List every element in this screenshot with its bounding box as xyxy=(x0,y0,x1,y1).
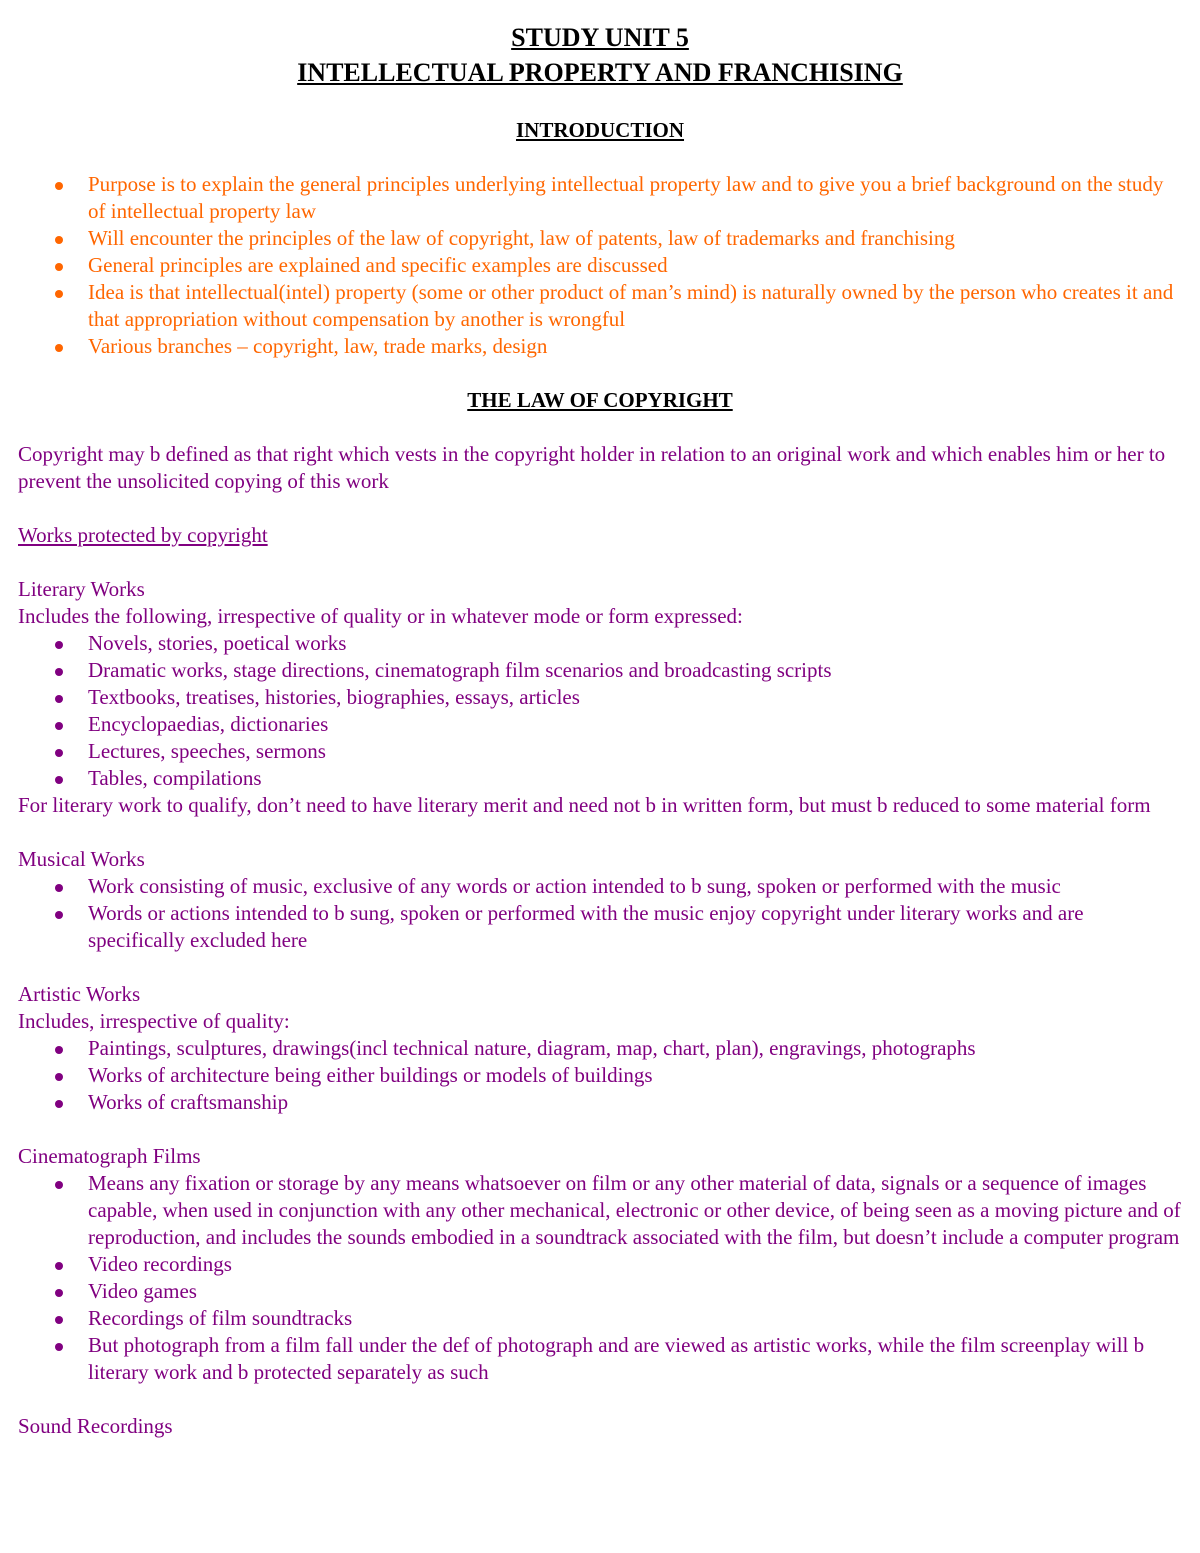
list-item xyxy=(18,900,1182,954)
list-item xyxy=(18,765,1182,792)
sound-recordings-heading: Sound Recordings xyxy=(18,1414,173,1438)
bullet-icon xyxy=(55,290,63,298)
list-item-text: Video recordings xyxy=(88,1252,232,1276)
list-item xyxy=(18,1170,1182,1251)
list-item-text: Works of architecture being either buildings or models of buildings xyxy=(88,1063,653,1087)
list-item xyxy=(18,711,1182,738)
copyright-definition: Copyright may b defined as that right which vests in the copyright holder in relation to an original work and which enables him or her to prevent the unsolicited copying of this work xyxy=(18,442,1166,493)
bullet-icon xyxy=(55,1100,63,1108)
list-item xyxy=(18,1278,1182,1305)
introduction-heading: INTRODUCTION xyxy=(515,118,685,142)
bullet-icon xyxy=(55,182,63,190)
musical-works-list xyxy=(18,873,1182,954)
bullet-icon xyxy=(55,1046,63,1054)
bullet-icon xyxy=(55,1289,63,1297)
list-item-text: Paintings, sculptures, drawings(incl technical nature, diagram, map, chart, plan), engravings, photographs xyxy=(88,1036,976,1060)
literary-works-intro: Includes the following, irrespective of quality or in whatever mode or form expressed: xyxy=(18,604,743,628)
document-title-line2: INTELLECTUAL PROPERTY AND FRANCHISING xyxy=(297,58,903,87)
bullet-icon xyxy=(55,344,63,352)
document-page xyxy=(18,20,1182,1440)
list-item-text: Video games xyxy=(88,1279,197,1303)
bullet-icon xyxy=(55,1181,63,1189)
list-item xyxy=(18,1089,1182,1116)
bullet-icon xyxy=(55,236,63,244)
cinematograph-films-heading: Cinematograph Films xyxy=(18,1144,201,1168)
literary-works-list xyxy=(18,630,1182,792)
list-item-text: General principles are explained and specific examples are discussed xyxy=(88,253,668,277)
list-item xyxy=(18,738,1182,765)
bullet-icon xyxy=(55,668,63,676)
list-item-text: But photograph from a film fall under the def of photograph and are viewed as artistic works, while the film screenplay will b literary work and b protected separately as such xyxy=(88,1333,1145,1384)
bullet-icon xyxy=(55,1073,63,1081)
list-item xyxy=(18,333,1182,360)
list-item xyxy=(18,657,1182,684)
list-item-text: Novels, stories, poetical works xyxy=(88,631,347,655)
list-item-text: Means any fixation or storage by any means whatsoever on film or any other material of data, signals or a sequence of images capable, when used in conjunction with any other mechanical, electronic or other device, of being seen as a moving picture and of reproduction, and includes the sounds embodied in a soundtrack associated with the film, but doesn’t include a computer program xyxy=(88,1171,1181,1249)
bullet-icon xyxy=(55,749,63,757)
list-item-text: Recordings of film soundtracks xyxy=(88,1306,353,1330)
artistic-works-list xyxy=(18,1035,1182,1116)
bullet-icon xyxy=(55,722,63,730)
list-item xyxy=(18,1251,1182,1278)
list-item-text: Lectures, speeches, sermons xyxy=(88,739,326,763)
bullet-icon xyxy=(55,641,63,649)
introduction-list xyxy=(18,171,1182,360)
list-item-text: Works of craftsmanship xyxy=(88,1090,289,1114)
document-title-line1: STUDY UNIT 5 xyxy=(511,23,689,52)
list-item xyxy=(18,252,1182,279)
literary-works-note: For literary work to qualify, don’t need to have literary merit and need not b in written form, but must b reduced to some material form xyxy=(18,793,1151,817)
bullet-icon xyxy=(55,776,63,784)
bullet-icon xyxy=(55,1343,63,1351)
works-protected-heading: Works protected by copyright xyxy=(18,523,268,547)
list-item-text: Various branches – copyright, law, trade marks, design xyxy=(88,334,548,358)
copyright-heading: THE LAW OF COPYRIGHT xyxy=(467,388,733,412)
list-item-text: Idea is that intellectual(intel) property (some or other product of man’s mind) is naturally owned by the person who creates it and that appropriation without compensation by another is wrongful xyxy=(88,280,1174,331)
list-item xyxy=(18,171,1182,225)
list-item xyxy=(18,225,1182,252)
list-item xyxy=(18,279,1182,333)
artistic-works-intro: Includes, irrespective of quality: xyxy=(18,1009,290,1033)
artistic-works-heading: Artistic Works xyxy=(18,982,141,1006)
bullet-icon xyxy=(55,884,63,892)
list-item-text: Dramatic works, stage directions, cinematograph film scenarios and broadcasting scripts xyxy=(88,658,832,682)
list-item-text: Purpose is to explain the general principles underlying intellectual property law and to give you a brief background on the study of intellectual property law xyxy=(88,172,1164,223)
bullet-icon xyxy=(55,695,63,703)
list-item xyxy=(18,873,1182,900)
list-item-text: Textbooks, treatises, histories, biographies, essays, articles xyxy=(88,685,580,709)
musical-works-heading: Musical Works xyxy=(18,847,145,871)
list-item-text: Encyclopaedias, dictionaries xyxy=(88,712,329,736)
bullet-icon xyxy=(55,911,63,919)
bullet-icon xyxy=(55,263,63,271)
literary-works-heading: Literary Works xyxy=(18,577,145,601)
list-item xyxy=(18,1332,1182,1386)
bullet-icon xyxy=(55,1316,63,1324)
list-item xyxy=(18,684,1182,711)
list-item-text: Work consisting of music, exclusive of any words or action intended to b sung, spoken or performed with the music xyxy=(88,874,1061,898)
cinematograph-films-list xyxy=(18,1170,1182,1386)
list-item xyxy=(18,1305,1182,1332)
list-item xyxy=(18,1062,1182,1089)
list-item-text: Tables, compilations xyxy=(88,766,262,790)
list-item xyxy=(18,1035,1182,1062)
bullet-icon xyxy=(55,1262,63,1270)
list-item-text: Words or actions intended to b sung, spoken or performed with the music enjoy copyright under literary works and are specifically excluded here xyxy=(88,901,1084,952)
list-item xyxy=(18,630,1182,657)
list-item-text: Will encounter the principles of the law of copyright, law of patents, law of trademarks and franchising xyxy=(88,226,955,250)
